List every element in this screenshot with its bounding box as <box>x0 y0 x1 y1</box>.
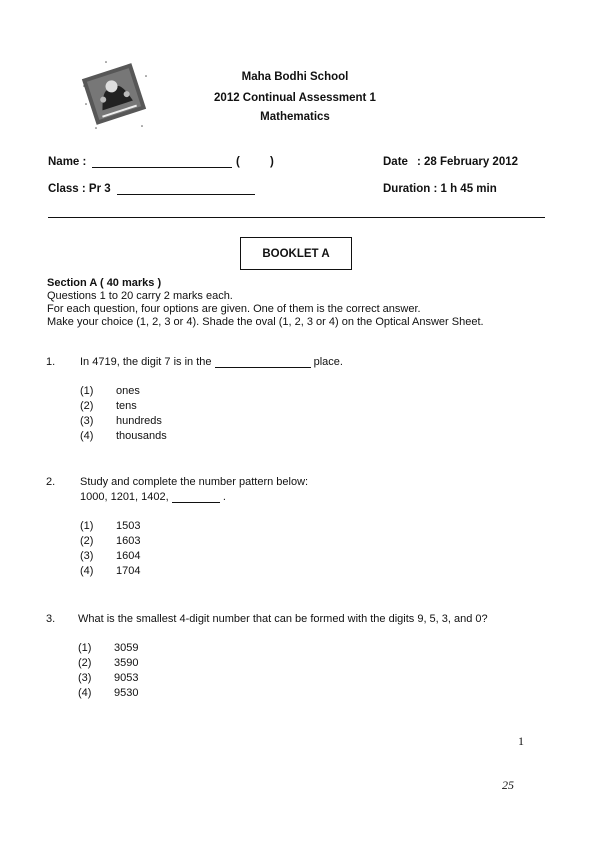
option-value: tens <box>116 400 137 412</box>
option-item <box>80 549 140 564</box>
date-value: : 28 February 2012 <box>417 156 519 168</box>
name-blank <box>92 156 232 168</box>
question-number: 2. <box>46 476 56 488</box>
option-item <box>80 534 140 549</box>
divider-line <box>48 217 545 218</box>
option-item <box>78 671 138 686</box>
pattern-end: . <box>222 491 226 503</box>
options-list <box>80 384 167 444</box>
instruction-line: For each question, four options are given. One of them is the correct answer. <box>47 303 421 315</box>
page-number: 1 <box>518 734 524 748</box>
option-number: (3) <box>80 550 94 562</box>
pattern-values: 1000, 1201, 1402, <box>80 491 169 503</box>
option-item <box>80 519 140 534</box>
question-number: 3. <box>46 613 56 625</box>
options-list <box>78 641 138 701</box>
instruction-line: Make your choice (1, 2, 3 or 4). Shade the oval (1, 2, 3 or 4) on the Optical Answer Sheet. <box>47 316 484 328</box>
question-text <box>80 356 343 368</box>
option-item <box>80 429 167 444</box>
option-number: (1) <box>78 642 92 654</box>
answer-blank <box>172 492 220 503</box>
option-number: (1) <box>80 520 94 532</box>
handwritten-mark: 25 <box>502 778 514 792</box>
option-value: 3059 <box>114 642 139 654</box>
option-item <box>80 399 167 414</box>
section-title: Section A ( 40 marks ) <box>47 277 162 289</box>
option-value: 1704 <box>116 565 141 577</box>
section-instructions <box>47 277 484 329</box>
assessment-title: 2012 Continual Assessment 1 <box>214 92 376 104</box>
option-value: 1604 <box>116 550 141 562</box>
option-value: 9530 <box>114 687 139 699</box>
question-text: What is the smallest 4-digit number that can be formed with the digits 9, 5, 3, and 0? <box>78 613 488 625</box>
option-item <box>80 414 167 429</box>
option-number: (4) <box>80 565 94 577</box>
option-number: (4) <box>78 687 92 699</box>
option-number: (3) <box>78 672 92 684</box>
option-number: (3) <box>80 415 94 427</box>
option-item <box>80 564 140 579</box>
option-number: (1) <box>80 385 94 397</box>
school-name: Maha Bodhi School <box>241 71 349 83</box>
option-number: (4) <box>80 430 94 442</box>
answer-blank <box>215 357 311 368</box>
duration-label: Duration : 1 h 45 min <box>383 183 497 195</box>
option-number: (2) <box>78 657 92 669</box>
school-logo <box>76 56 152 132</box>
name-label: Name : <box>48 156 87 168</box>
question-text-after: place. <box>313 356 343 368</box>
name-paren-open: ( <box>236 156 240 168</box>
number-pattern <box>80 491 226 503</box>
name-paren-close: ) <box>270 156 274 168</box>
class-label: Class : Pr 3 <box>48 183 111 195</box>
subject-title: Mathematics <box>260 111 330 123</box>
question-number: 1. <box>46 356 56 368</box>
option-value: thousands <box>116 430 167 442</box>
option-value: 3590 <box>114 657 139 669</box>
options-list <box>80 519 140 579</box>
option-item <box>78 641 138 656</box>
option-value: 9053 <box>114 672 139 684</box>
date-label: Date <box>383 156 408 168</box>
instruction-line: Questions 1 to 20 carry 2 marks each. <box>47 290 233 302</box>
option-value: hundreds <box>116 415 162 427</box>
option-item <box>78 656 138 671</box>
booklet-title: BOOKLET A <box>240 237 352 270</box>
question-text: Study and complete the number pattern below: <box>80 476 309 488</box>
option-value: ones <box>116 385 140 397</box>
option-value: 1503 <box>116 520 141 532</box>
question-text-before: In 4719, the digit 7 is in the <box>80 356 212 368</box>
option-item <box>80 384 167 399</box>
option-value: 1603 <box>116 535 141 547</box>
option-item <box>78 686 138 701</box>
option-number: (2) <box>80 535 94 547</box>
option-number: (2) <box>80 400 94 412</box>
class-blank <box>117 183 255 195</box>
